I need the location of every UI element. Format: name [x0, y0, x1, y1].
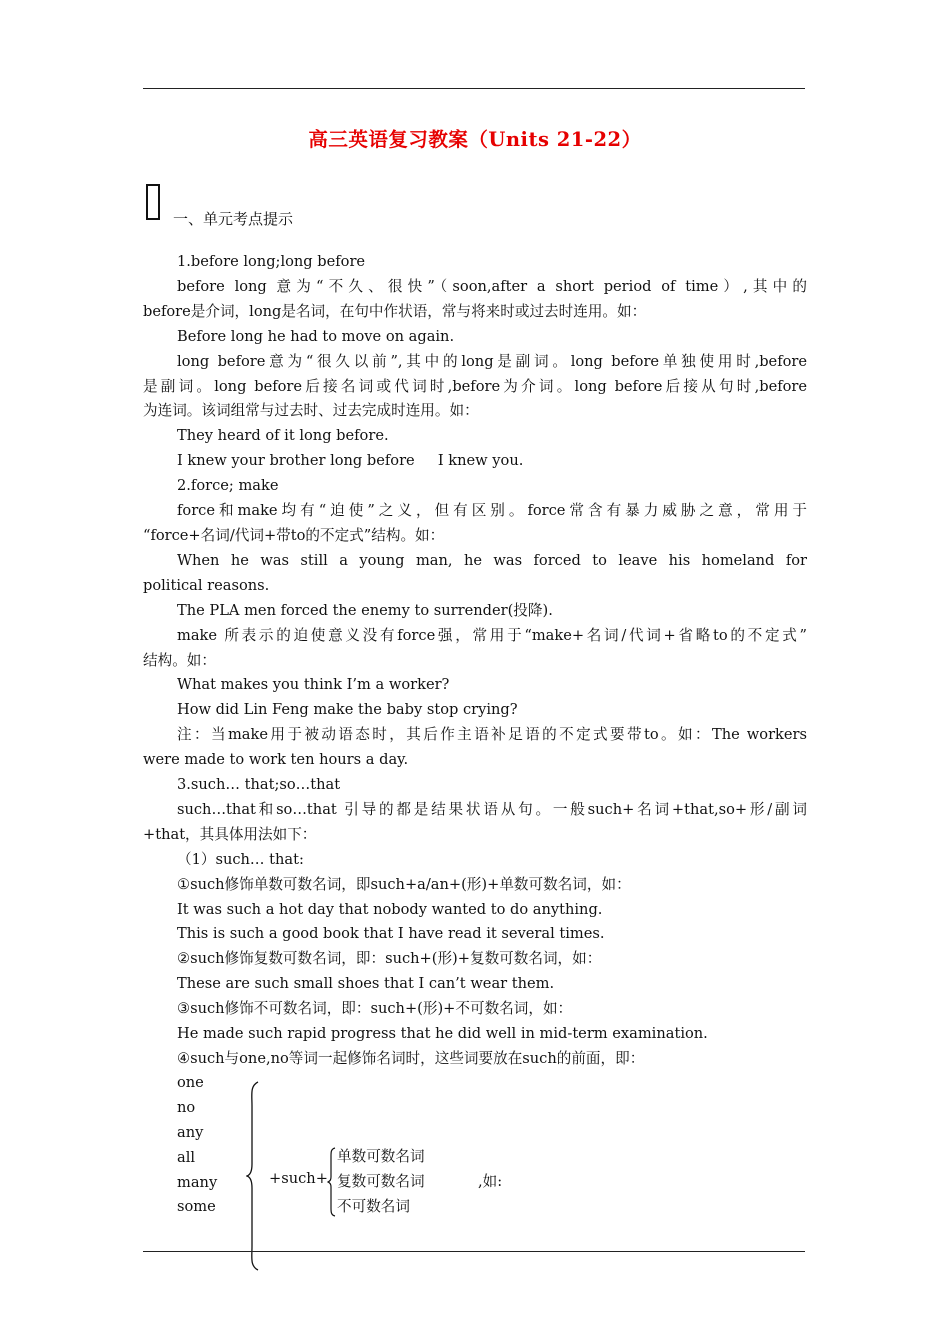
paragraph: They heard of it long before. [177, 427, 389, 445]
paragraph: ②such修饰复数可数名词，即：such+(形)+复数可数名词，如： [177, 950, 602, 968]
paragraph: make 所表示的迫使意义没有force强，常用于“make+名词/代词+省略to的不定式” [177, 626, 807, 644]
noun-kind: 单数可数名词 [337, 1148, 425, 1165]
top-rule [143, 88, 805, 89]
paragraph: “force+名词/代词+带to的不定式”结构。如： [143, 526, 445, 544]
paragraph: force和make均有“迫使”之义，但有区别。force常含有暴力威胁之意，常用于 [177, 502, 807, 520]
determiner-word: all [177, 1148, 196, 1166]
noun-kind: 复数可数名词 [337, 1172, 425, 1190]
paragraph: How did Lin Feng make the baby stop crying? [177, 701, 518, 719]
paragraph: before long 意为“不久、很快”（soon,after a short period of time）,其中的 [177, 277, 807, 295]
paragraph: were made to work ten hours a day. [143, 751, 409, 769]
paragraph: 1.before long;long before [177, 253, 366, 270]
paragraph: It was such a hot day that nobody wanted to do anything. [177, 900, 603, 918]
noun-kind: 不可数名词 [337, 1197, 410, 1215]
paragraph: When he was still a young man, he was forced to leave his homeland for [177, 551, 807, 569]
determiner-word: many [177, 1173, 218, 1191]
paragraph: political reasons. [143, 576, 270, 594]
bottom-rule [143, 1251, 805, 1252]
determiner-word: no [177, 1098, 196, 1116]
paragraph: The PLA men forced the enemy to surrender(投降). [177, 601, 553, 619]
paragraph: 3.such… that;so…that [177, 776, 341, 794]
determiner-word: some [177, 1198, 216, 1216]
page-title: 高三英语复习教案（Units 21-22） [308, 128, 642, 151]
paragraph: 结构。如： [143, 651, 216, 669]
paragraph: long before意为“很久以前”,其中的long是副词。long before单独使用时,before [177, 352, 807, 370]
paragraph: （1）such… that: [177, 850, 304, 868]
paragraph: 注：当make用于被动语态时，其后作主语补足语的不定式要带to。如：The workers [177, 726, 807, 744]
paragraph: 2.force; make [177, 477, 279, 495]
paragraph: He made such rapid progress that he did well in mid-term examination. [177, 1025, 708, 1043]
document-body [143, 250, 807, 1072]
determiner-list [177, 1071, 217, 1220]
paragraph: This is such a good book that I have read it several times. [177, 925, 605, 943]
paragraph: ③such修饰不可数名词，即：such+(形)+不可数名词，如： [177, 1000, 573, 1018]
paragraph: +that，其具体用法如下： [143, 825, 317, 843]
example-lead: ,如: [478, 1173, 503, 1190]
such-formula: +such+ [269, 1170, 328, 1187]
paragraph: 为连词。该词组常与过去时、过去完成时连用。如： [143, 402, 479, 420]
paragraph: ④such与one,no等词一起修饰名词时，这些词要放在such的前面，即： [177, 1050, 645, 1067]
paragraph: such…that和so…that 引导的都是结果状语从句。一般such+名词+that,so+形/副词 [177, 800, 807, 818]
missing-glyph-box [146, 184, 160, 220]
paragraph: I knew your brother long before I knew you. [177, 452, 524, 470]
paragraph: 是副词。long before后接名词或代词时,before为介词。long before后接从句时,before [143, 377, 807, 395]
determiner-word: one [177, 1074, 204, 1091]
paragraph: These are such small shoes that I can’t wear them. [177, 975, 555, 993]
paragraph: ①such修饰单数可数名词，即such+a/an+(形)+单数可数名词，如： [177, 875, 631, 893]
noun-kind-list [337, 1145, 425, 1220]
paragraph: What makes you think I’m a worker? [177, 676, 450, 694]
section-heading: 一、单元考点提示 [173, 210, 294, 228]
paragraph: before是介词，long是名词，在句中作状语，常与将来时或过去时连用。如： [143, 302, 647, 320]
determiner-word: any [177, 1123, 204, 1141]
small-brace-icon [327, 1146, 337, 1218]
large-brace-icon [246, 1080, 262, 1272]
paragraph: Before long he had to move on again. [177, 327, 455, 345]
